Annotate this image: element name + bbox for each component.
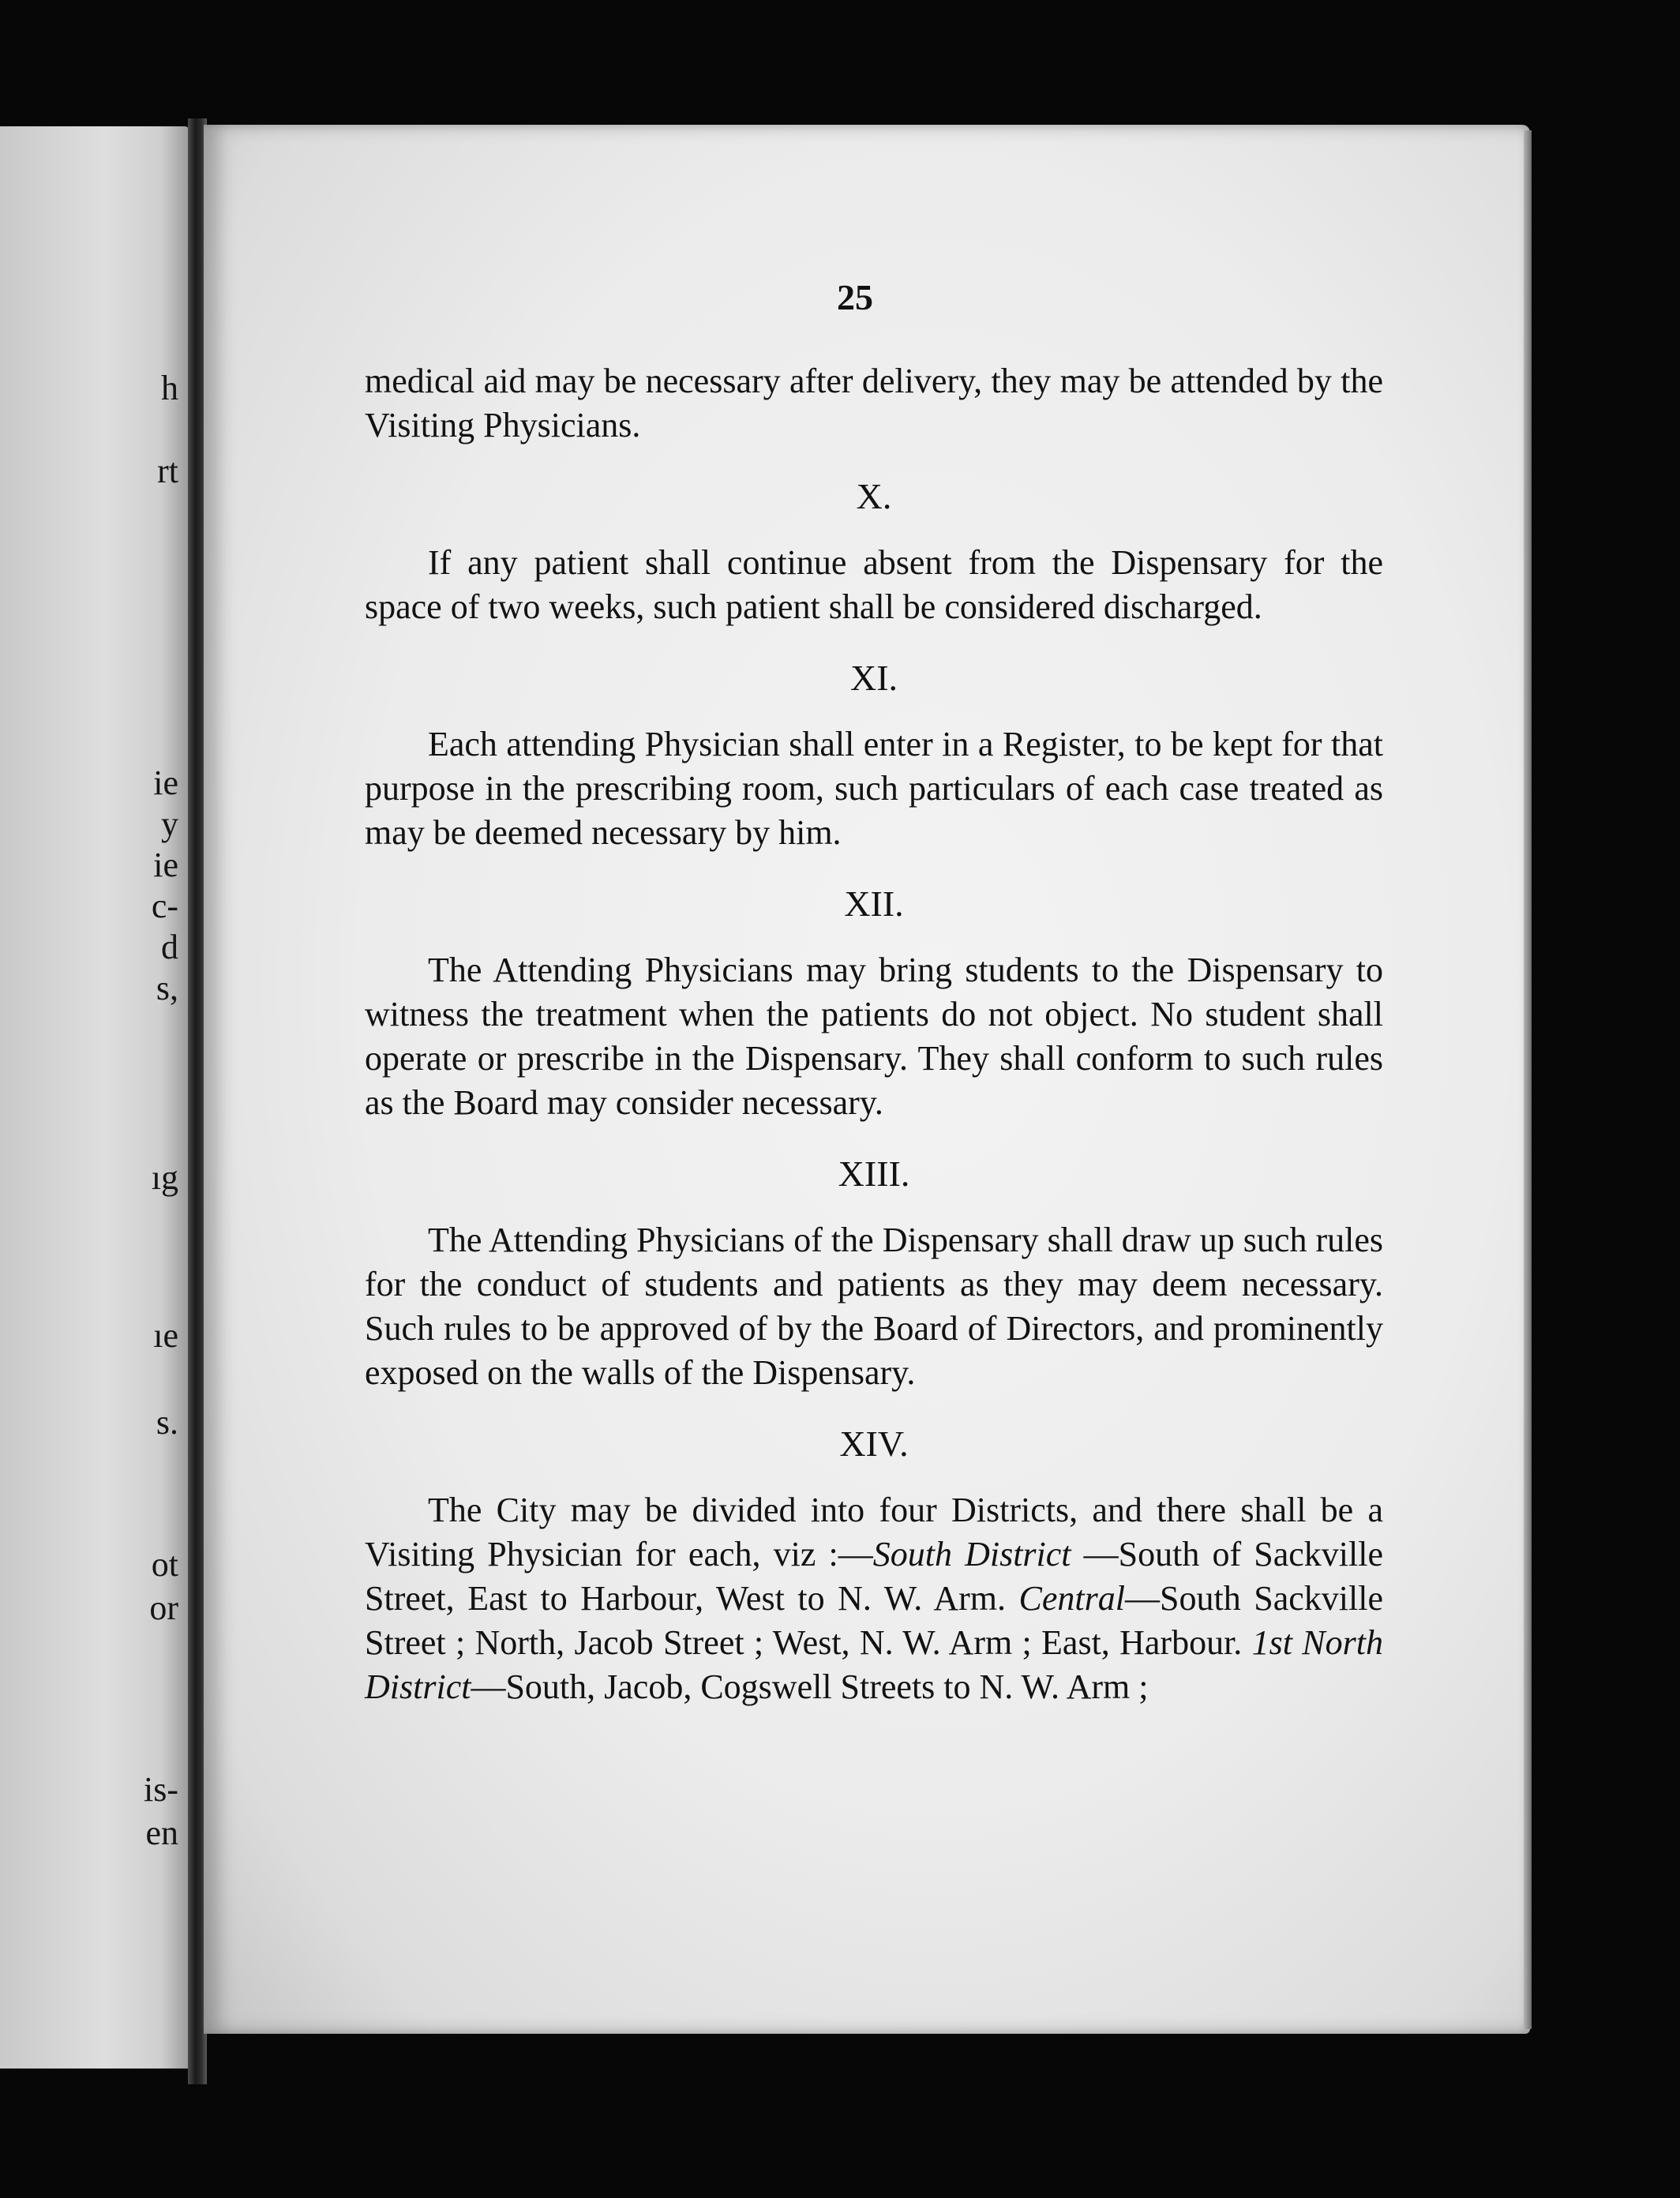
left-page-fragment: or bbox=[149, 1588, 178, 1627]
section-paragraph: If any patient shall continue absent from the Dispensary for the space of two weeks, such patient shall be considered discharged. bbox=[365, 543, 1383, 626]
section-paragraph: The Attending Physicians of the Dispensary shall draw up such rules for the conduct of students and patients as they may deem necessary. Such rules to be approved of by the Board of Directors, and prominently exposed on the walls of the Dispensary. bbox=[365, 1221, 1383, 1392]
text-run: —South, Jacob, Cogswell Streets to N. W. Arm ; bbox=[471, 1667, 1149, 1706]
left-page-fragment: is- bbox=[144, 1770, 178, 1809]
left-page-fragment: y bbox=[161, 805, 178, 843]
page-edge bbox=[1524, 130, 1532, 2029]
section-heading: XIII. bbox=[838, 1153, 910, 1194]
left-page-fragment: rt bbox=[157, 452, 178, 490]
page-body bbox=[365, 359, 1383, 1709]
left-page-fragment: ot bbox=[151, 1545, 178, 1584]
district-name: South District bbox=[872, 1535, 1071, 1573]
section-heading: X. bbox=[856, 476, 892, 516]
left-page-fragment: ıg bbox=[151, 1158, 178, 1197]
continuation-paragraph: medical aid may be necessary after delivery, they may be attended by the Visiting Physicians. bbox=[365, 362, 1383, 444]
district-name: 1st North District bbox=[365, 1623, 1383, 1706]
left-page-fragment: h bbox=[161, 369, 178, 407]
left-page-fragment: en bbox=[145, 1814, 178, 1852]
section-heading: XI. bbox=[849, 658, 898, 698]
left-facing-page bbox=[0, 126, 189, 2069]
left-page-fragment: ie bbox=[153, 763, 178, 802]
left-page-fragment: d bbox=[161, 928, 178, 966]
section-paragraph: Each attending Physician shall enter in a Register, to be kept for that purpose in the prescribing room, such particulars of each case treated as may be deemed necessary by him. bbox=[365, 725, 1383, 852]
text-run: The City may be divided into four Districts, and there shall be a Visiting Physician for each, viz :— bbox=[365, 1491, 1383, 1573]
text-run: —South of Sackville Street, East to Harbour, West to N. W. Arm. bbox=[365, 1535, 1383, 1618]
page-number: 25 bbox=[837, 277, 873, 317]
district-name: Central bbox=[1018, 1579, 1125, 1618]
section-heading: XIV. bbox=[839, 1423, 909, 1464]
section-heading: XII. bbox=[844, 883, 904, 924]
left-page-fragment: s. bbox=[156, 1403, 178, 1442]
left-page-fragment: ie bbox=[153, 846, 178, 884]
section-paragraph bbox=[365, 1488, 1383, 1709]
left-page-fragment: ıe bbox=[153, 1316, 178, 1355]
text-run: —South Sackville Street ; North, Jacob Street ; West, N. W. Arm ; East, Harbour. bbox=[365, 1579, 1383, 1662]
section-paragraph: The Attending Physicians may bring students to the Dispensary to witness the treatment when the patients do not object. No student shall operate or prescribe in the Dispensary. They shall conform to such rules as the Board may consider necessary. bbox=[365, 951, 1383, 1122]
left-page-fragment: s, bbox=[156, 969, 178, 1007]
left-page-fragment: c- bbox=[151, 887, 178, 925]
